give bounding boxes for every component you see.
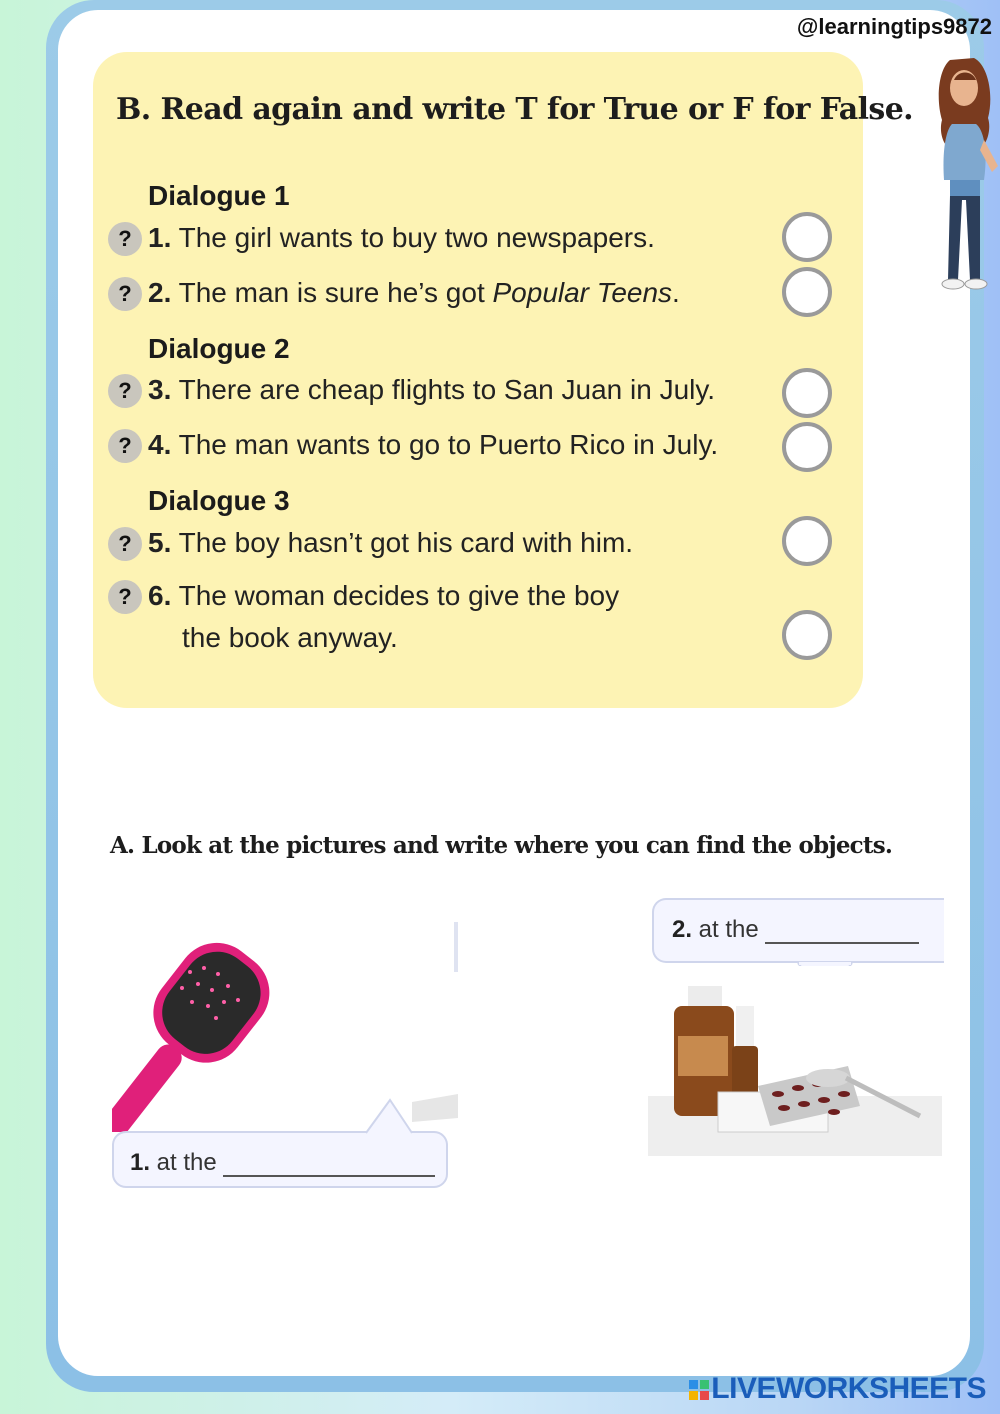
answer-bubble-1	[112, 1131, 448, 1188]
answer-circle-6[interactable]	[782, 610, 832, 660]
dialogue-3-label: Dialogue 3	[148, 485, 290, 516]
answer-circle-3[interactable]	[782, 368, 832, 418]
statement-6: 6. The woman decides to give the boy the book anyway.	[148, 580, 620, 653]
author-handle: @learningtips9872	[796, 14, 992, 39]
statement-1: 1. The girl wants to buy two newspapers.	[148, 222, 655, 253]
answer-bubble-2	[652, 898, 944, 963]
bubble-1-pointer	[364, 1098, 414, 1134]
answer-1-input[interactable]	[223, 1147, 435, 1177]
teacher-avatar-icon	[928, 40, 1000, 292]
answer-2-label: 2. at the	[672, 914, 919, 944]
answer-2-input[interactable]	[765, 914, 919, 944]
liveworksheets-mark-icon	[689, 1380, 709, 1400]
dialogue-2-label: Dialogue 2	[148, 333, 290, 364]
statement-4: 4. The man wants to go to Puerto Rico in July.	[148, 429, 719, 460]
brand-name: LIVEWORKSHEETS	[711, 1372, 986, 1405]
help-button-6[interactable]: ?	[108, 580, 142, 614]
answer-circle-5[interactable]	[782, 516, 832, 566]
help-button-4[interactable]: ?	[108, 429, 142, 463]
statement-5: 5. The boy hasn’t got his card with him.	[148, 527, 634, 558]
section-b-title: B. Read again and write T for True or F for False.	[116, 92, 914, 127]
help-button-3[interactable]: ?	[108, 374, 142, 408]
dialogue-1-label: Dialogue 1	[148, 180, 290, 211]
help-button-1[interactable]: ?	[108, 222, 142, 256]
help-button-5[interactable]: ?	[108, 527, 142, 561]
answer-circle-1[interactable]	[782, 212, 832, 262]
answer-1-label: 1. at the	[130, 1147, 435, 1177]
statement-6-continuation: the book anyway.	[182, 622, 398, 653]
answer-circle-4[interactable]	[782, 422, 832, 472]
statement-2: 2. The man is sure he’s got Popular Teens.	[148, 277, 680, 308]
medicine-icon	[648, 966, 942, 1156]
statement-3: 3. There are cheap flights to San Juan in July.	[148, 374, 716, 405]
liveworksheets-logo	[689, 1372, 986, 1406]
section-a-title: A. Look at the pictures and write where you can find the objects.	[110, 832, 893, 859]
answer-circle-2[interactable]	[782, 267, 832, 317]
help-button-2[interactable]: ?	[108, 277, 142, 311]
